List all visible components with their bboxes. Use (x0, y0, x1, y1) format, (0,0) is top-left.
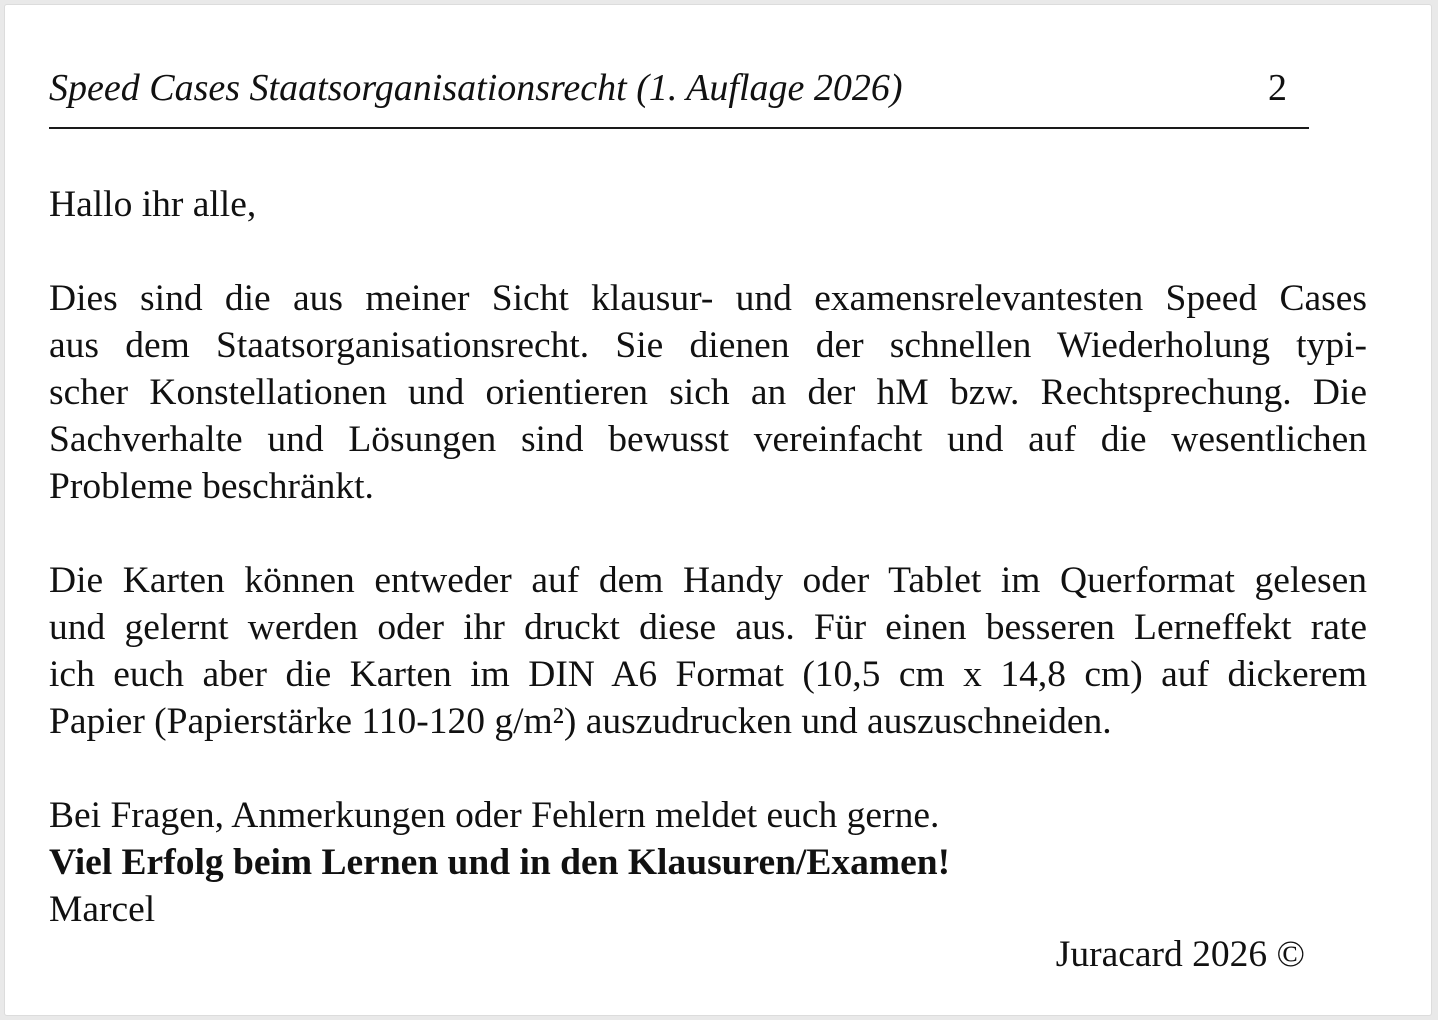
closing-bold-line: Viel Erfolg beim Lernen und in den Klausuren/Examen! (49, 842, 951, 883)
usage-line: ich euch aber die Karten im DIN A6 Format (10,5 cm x 14,8 cm) auf dickerem (49, 654, 1367, 695)
intro-line: Sachverhalte und Lösungen sind bewusst vereinfacht und auf die wesentlichen (49, 419, 1367, 460)
page-number: 2 (1268, 67, 1287, 109)
usage-line: Papier (Papierstärke 110-120 g/m²) auszudrucken und auszuschneiden. (49, 701, 1112, 742)
document-page (4, 4, 1432, 1016)
intro-paragraph (49, 275, 1367, 510)
usage-line: Die Karten können entweder auf dem Handy oder Tablet im Querformat gelesen (49, 560, 1367, 601)
intro-line: Dies sind die aus meiner Sicht klausur- und examensrelevantesten Speed Cases (49, 278, 1367, 319)
letter-body (49, 181, 1367, 933)
greeting: Hallo ihr alle, (49, 184, 257, 225)
page-header (49, 65, 1309, 129)
usage-paragraph (49, 557, 1367, 745)
document-title: Speed Cases Staatsorganisationsrecht (1. Auflage 2026) (49, 67, 903, 109)
closing-line: Bei Fragen, Anmerkungen oder Fehlern meldet euch gerne. (49, 795, 940, 836)
signature: Marcel (49, 889, 156, 930)
intro-line: Probleme beschränkt. (49, 466, 374, 507)
intro-line: scher Konstellationen und orientieren sich an der hM bzw. Rechtsprechung. Die (49, 372, 1367, 413)
intro-line: aus dem Staatsorganisationsrecht. Sie dienen der schnellen Wiederholung typi- (49, 325, 1367, 366)
copyright-notice: Juracard 2026 © (1055, 934, 1305, 975)
usage-line: und gelernt werden oder ihr druckt diese aus. Für einen besseren Lerneffekt rate (49, 607, 1367, 648)
